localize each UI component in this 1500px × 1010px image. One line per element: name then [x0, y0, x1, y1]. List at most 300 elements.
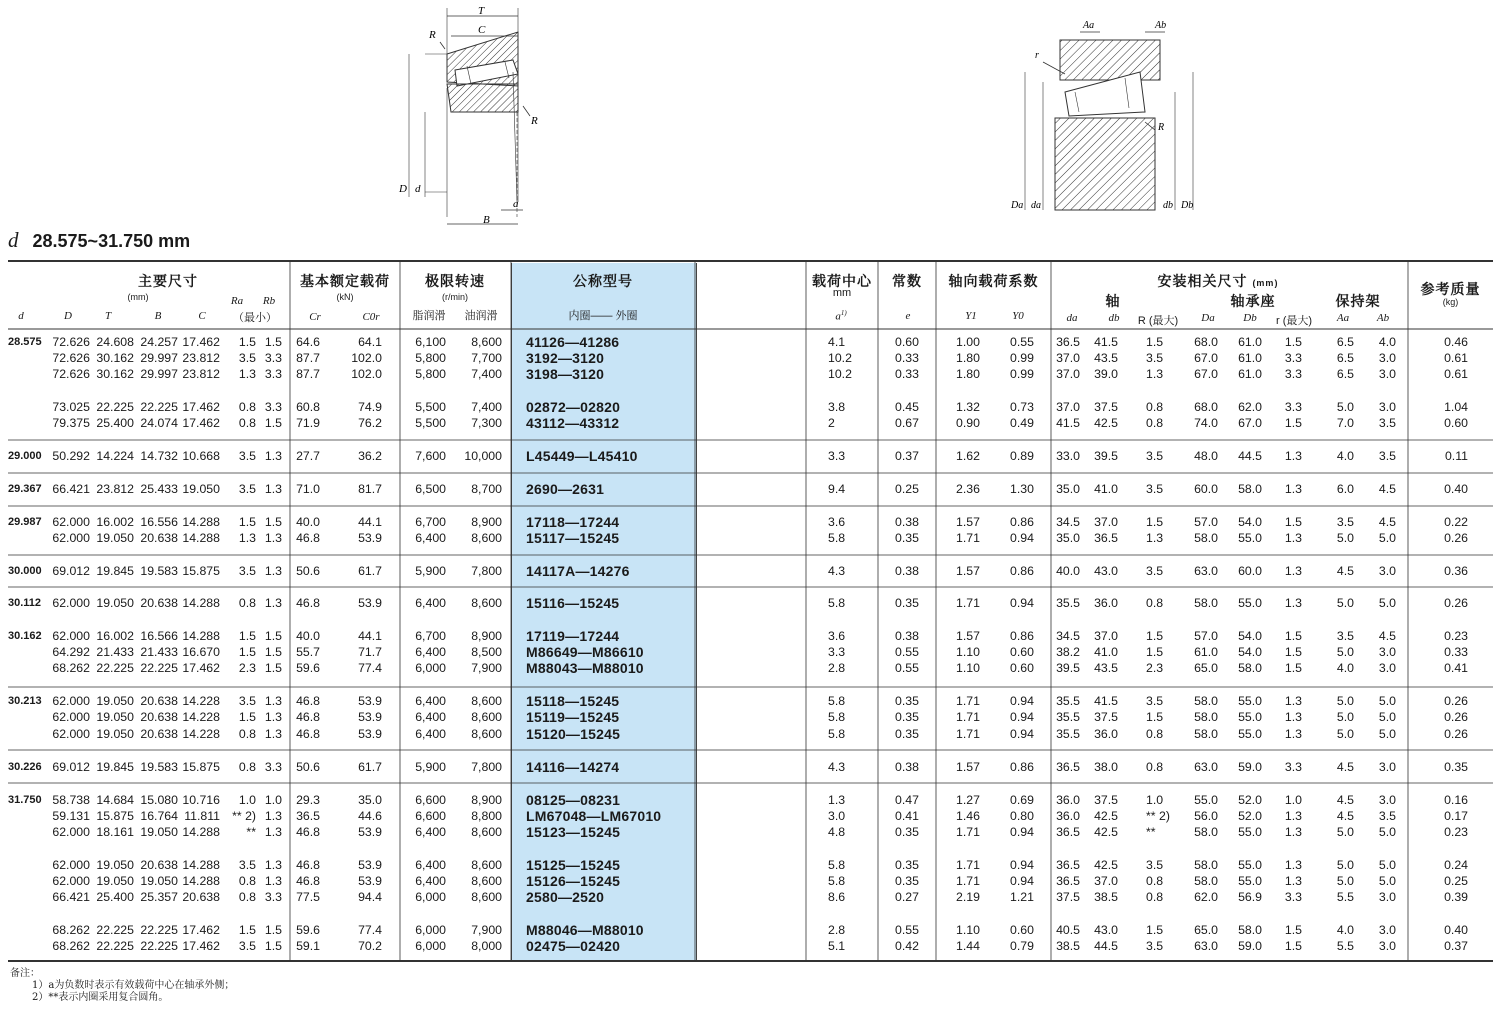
cell-e: 0.67 [895, 416, 919, 430]
cell-grease: 6,000 [415, 939, 446, 953]
cell-aa: 4.0 [1336, 923, 1354, 937]
header-load-center: 载荷中心 [812, 273, 872, 289]
range-value: 28.575~31.750 mm [32, 231, 191, 251]
cell-c: 17.462 [182, 335, 220, 349]
table-row [8, 693, 1493, 709]
cell-ra: 3.5 [238, 449, 256, 463]
cell-y0: 0.94 [1010, 874, 1034, 888]
cell-c0r: 77.4 [358, 661, 382, 675]
cell-c0r: 70.2 [358, 939, 382, 953]
cell-d: 62.000 [52, 629, 90, 643]
cell-d: 68.262 [52, 661, 90, 675]
cell-y0: 0.49 [1010, 416, 1034, 430]
cell-c0r: 53.9 [358, 531, 382, 545]
cell-da: 48.0 [1194, 449, 1218, 463]
cell-db: 38.5 [1094, 890, 1118, 904]
cell-r: 1.3 [1284, 564, 1302, 578]
cell-db: 42.5 [1094, 858, 1118, 872]
cell-cr: 77.5 [296, 890, 320, 904]
label-Ab: Ab [1155, 20, 1167, 31]
cell-model: 14116—14274 [526, 759, 620, 775]
cell-model: 15117—15245 [526, 530, 620, 546]
table-row [8, 808, 1493, 824]
cell-rb: 3.3 [264, 760, 282, 774]
header-mounting: 安装相关尺寸 (mm) [1157, 273, 1279, 289]
cell-c0r: 71.7 [358, 645, 382, 659]
cell-r: ** [1146, 825, 1156, 839]
cell-d: 66.421 [52, 890, 90, 904]
d-symbol: d [8, 228, 19, 252]
cell-e: 0.35 [895, 858, 919, 872]
cell-c: 15.875 [182, 760, 220, 774]
cell-r: 3.5 [1146, 564, 1164, 578]
cell-da: 68.0 [1194, 400, 1218, 414]
cell-b: 16.556 [140, 515, 178, 529]
cell-t: 24.608 [96, 335, 134, 349]
cell-b: 15.080 [140, 793, 178, 807]
cell-t: 18.161 [96, 825, 134, 839]
cell-db: 55.0 [1238, 710, 1262, 724]
cell-grease: 6,700 [415, 629, 446, 643]
cell-aa: 4.5 [1336, 809, 1354, 823]
cell-grease: 5,500 [415, 416, 446, 430]
label-a: a [513, 198, 519, 210]
cell-b: 22.225 [140, 939, 178, 953]
cell-da: 40.5 [1056, 923, 1080, 937]
header-Y1: Y1 [965, 310, 977, 322]
cell-cr: 59.1 [296, 939, 320, 953]
cell-d: 72.626 [52, 367, 90, 381]
cell-ra: 1.5 [238, 923, 256, 937]
cell-a: 3.6 [828, 629, 846, 643]
cell-r: 1.3 [1284, 727, 1302, 741]
cell-ra: 1.5 [238, 710, 256, 724]
cell-rb: 1.3 [264, 809, 282, 823]
cell-db: 38.0 [1094, 760, 1118, 774]
cell-b: 22.225 [140, 400, 178, 414]
cell-r: 1.3 [1284, 694, 1302, 708]
cell-model: M88046—M88010 [526, 922, 644, 938]
table-row [8, 415, 1493, 431]
cell-d: 69.012 [52, 564, 90, 578]
header-r-max: r (最大) [1275, 315, 1313, 327]
cell-e: 0.35 [895, 874, 919, 888]
table-row [8, 873, 1493, 889]
cell-da: 36.5 [1056, 760, 1080, 774]
cell-d: 30.226 [8, 761, 42, 773]
cell-y0: 0.73 [1010, 400, 1034, 414]
cell-kg: 0.26 [1444, 727, 1468, 741]
cell-model: L45449—L45410 [526, 448, 638, 464]
cell-d: 62.000 [52, 825, 90, 839]
cell-cr: 46.8 [296, 874, 320, 888]
cell-da: 36.0 [1056, 809, 1080, 823]
cell-grease: 5,800 [415, 367, 446, 381]
cell-d: 68.262 [52, 923, 90, 937]
cell-a: 3.6 [828, 515, 846, 529]
label-r: r [1035, 50, 1039, 61]
cell-d: 30.213 [8, 695, 42, 707]
cell-t: 22.225 [96, 939, 134, 953]
table-row [8, 350, 1493, 366]
cell-t: 19.845 [96, 564, 134, 578]
cell-b: 14.732 [140, 449, 178, 463]
cell-y1: 2.19 [956, 890, 980, 904]
cell-d: 30.000 [8, 565, 42, 577]
cell-da: 37.0 [1056, 400, 1080, 414]
cell-e: 0.38 [895, 515, 919, 529]
cell-b: 22.225 [140, 923, 178, 937]
cell-ra: 3.5 [238, 939, 256, 953]
header-axial-factor: 轴向载荷系数 [948, 273, 1039, 289]
cell-kg: 0.22 [1444, 515, 1468, 529]
cell-r: 1.5 [1146, 515, 1164, 529]
cell-db: 52.0 [1238, 809, 1262, 823]
cell-r: 1.3 [1284, 858, 1302, 872]
cell-db: 39.5 [1094, 449, 1118, 463]
cell-db: 54.0 [1238, 645, 1262, 659]
cell-y1: 1.46 [956, 809, 980, 823]
cell-cr: 40.0 [296, 515, 320, 529]
cell-da: 36.5 [1056, 335, 1080, 349]
cell-aa: 5.0 [1336, 531, 1354, 545]
cell-r: 3.3 [1284, 890, 1302, 904]
cell-d: 62.000 [52, 727, 90, 741]
cell-ra: 3.5 [238, 482, 256, 496]
cell-r: 1.5 [1284, 335, 1302, 349]
cell-y0: 0.99 [1010, 367, 1034, 381]
cell-r: 1.3 [1284, 449, 1302, 463]
cell-oil: 7,900 [471, 923, 502, 937]
cell-oil: 8,000 [471, 939, 502, 953]
cell-r: 0.8 [1146, 874, 1164, 888]
table-row [8, 514, 1493, 530]
mounting-figure [1005, 12, 1205, 217]
cell-c: 16.670 [182, 645, 220, 659]
cell-oil: 8,600 [471, 710, 502, 724]
cell-rb: 1.3 [264, 694, 282, 708]
cell-cr: 59.6 [296, 661, 320, 675]
cell-grease: 6,000 [415, 923, 446, 937]
cell-ra: 0.8 [238, 596, 256, 610]
cell-aa: 5.0 [1336, 858, 1354, 872]
cell-da: 58.0 [1194, 596, 1218, 610]
cell-b: 24.257 [140, 335, 178, 349]
note-1: 1）a为负数时表示有效载荷中心在轴承外侧； [32, 980, 235, 991]
cell-r: 3.5 [1146, 694, 1164, 708]
cell-aa: 3.5 [1336, 515, 1354, 529]
cell-y1: 1.57 [956, 760, 980, 774]
cell-c0r: 61.7 [358, 760, 382, 774]
cell-r: 1.3 [1284, 596, 1302, 610]
cell-e: 0.35 [895, 694, 919, 708]
cell-model: 43112—43312 [526, 415, 620, 431]
cell-c0r: 35.0 [358, 793, 382, 807]
cell-oil: 8,900 [471, 515, 502, 529]
cell-cr: 46.8 [296, 858, 320, 872]
cell-c: 14.288 [182, 874, 220, 888]
cell-kg: 0.26 [1444, 694, 1468, 708]
cell-kg: 0.11 [1444, 449, 1468, 463]
cell-y1: 1.71 [956, 531, 980, 545]
cell-grease: 6,700 [415, 515, 446, 529]
header-inner-outer: 内圈—— 外圈 [568, 310, 638, 322]
cell-t: 19.050 [96, 596, 134, 610]
cell-e: 0.37 [895, 449, 919, 463]
mounting-drawing [1005, 12, 1205, 217]
cell-oil: 8,600 [471, 596, 502, 610]
cell-kg: 0.37 [1444, 939, 1468, 953]
cell-kg: 0.41 [1444, 661, 1468, 675]
cell-da: 58.0 [1194, 825, 1218, 839]
label-da: da [1031, 200, 1041, 211]
cell-c0r: 64.1 [358, 335, 382, 349]
cell-ab: 4.0 [1378, 335, 1396, 349]
cell-aa: 4.5 [1336, 760, 1354, 774]
cell-r: 1.5 [1284, 645, 1302, 659]
cell-y0: 0.94 [1010, 825, 1034, 839]
cell-ra: 0.8 [238, 760, 256, 774]
cell-b: 19.583 [140, 760, 178, 774]
cell-aa: 4.0 [1336, 449, 1354, 463]
cell-model: 08125—08231 [526, 792, 621, 808]
cell-y0: 0.94 [1010, 531, 1034, 545]
cell-rb: 1.3 [264, 564, 282, 578]
cell-rb: 1.5 [264, 416, 282, 430]
cell-t: 16.002 [96, 629, 134, 643]
cell-b: 29.997 [140, 351, 178, 365]
cell-db: 42.5 [1094, 416, 1118, 430]
cell-t: 14.224 [96, 449, 134, 463]
cell-y0: 0.89 [1010, 449, 1034, 463]
cell-ra: 3.5 [238, 564, 256, 578]
cell-da: 36.5 [1056, 825, 1080, 839]
cell-e: 0.35 [895, 710, 919, 724]
cell-cr: 50.6 [296, 564, 320, 578]
cell-r: 3.5 [1146, 351, 1164, 365]
cell-db: 43.5 [1094, 661, 1118, 675]
cell-da: 63.0 [1194, 939, 1218, 953]
header-db: db [1108, 312, 1120, 324]
table-row [8, 595, 1493, 611]
cell-rb: 1.5 [264, 335, 282, 349]
cell-db: 36.5 [1094, 531, 1118, 545]
cell-grease: 5,800 [415, 351, 446, 365]
cell-y1: 1.71 [956, 694, 980, 708]
header-R-max: R (最大) [1137, 315, 1179, 327]
cell-ra: 1.5 [238, 645, 256, 659]
header-Aa: Aa [1336, 312, 1350, 324]
cell-db: 44.5 [1094, 939, 1118, 953]
cell-r: 0.8 [1146, 596, 1164, 610]
notes-title: 备注： [10, 968, 40, 979]
cell-grease: 6,500 [415, 482, 446, 496]
cell-e: 0.42 [895, 939, 919, 953]
cell-c: 19.050 [182, 482, 220, 496]
cell-t: 19.050 [96, 874, 134, 888]
cell-grease: 7,600 [415, 449, 446, 463]
cell-y1: 1.71 [956, 710, 980, 724]
cell-oil: 8,600 [471, 727, 502, 741]
cell-b: 20.638 [140, 596, 178, 610]
cell-db: 43.0 [1094, 923, 1118, 937]
cell-db: 37.5 [1094, 793, 1118, 807]
cell-aa: 5.0 [1336, 727, 1354, 741]
cell-ab: 5.0 [1378, 874, 1396, 888]
cell-da: 63.0 [1194, 760, 1218, 774]
cell-c: 17.462 [182, 923, 220, 937]
header-main-dims: 主要尺寸 [138, 273, 198, 289]
cell-ra: 1.0 [238, 793, 256, 807]
cell-db: 54.0 [1238, 629, 1262, 643]
cell-aa: 4.5 [1336, 564, 1354, 578]
cell-db: 55.0 [1238, 694, 1262, 708]
cell-t: 19.050 [96, 710, 134, 724]
cell-db: 56.9 [1238, 890, 1262, 904]
cell-kg: 0.24 [1444, 858, 1468, 872]
cell-oil: 8,600 [471, 335, 502, 349]
cell-model: 41126—41286 [526, 334, 620, 350]
cell-cr: 27.7 [296, 449, 320, 463]
label-B: B [483, 214, 490, 226]
cell-aa: 5.0 [1336, 710, 1354, 724]
header-load-rating: 基本额定载荷 [300, 273, 390, 289]
cell-kg: 0.26 [1444, 596, 1468, 610]
cell-da: 67.0 [1194, 367, 1218, 381]
cell-rb: 1.3 [264, 710, 282, 724]
cell-t: 16.002 [96, 515, 134, 529]
cell-da: 35.0 [1056, 482, 1080, 496]
cell-r: 3.5 [1146, 858, 1164, 872]
cell-db: 54.0 [1238, 515, 1262, 529]
cell-a: 5.8 [828, 858, 846, 872]
cell-db: 55.0 [1238, 531, 1262, 545]
cell-r: 3.3 [1284, 400, 1302, 414]
cell-aa: 5.0 [1336, 596, 1354, 610]
cell-r: 3.3 [1284, 367, 1302, 381]
table-row [8, 399, 1493, 415]
cell-r: 0.8 [1146, 727, 1164, 741]
cell-da: 37.5 [1056, 890, 1080, 904]
header-C0r: C0r [362, 311, 380, 323]
cell-r: 1.3 [1146, 367, 1164, 381]
cell-model: 15126—15245 [526, 873, 621, 889]
cell-c: 14.288 [182, 515, 220, 529]
cell-cr: 46.8 [296, 531, 320, 545]
cell-d: 64.292 [52, 645, 90, 659]
table-row [8, 938, 1493, 954]
cell-y0: 0.94 [1010, 727, 1034, 741]
table-row [8, 644, 1493, 660]
header-shaft: 轴 [1105, 293, 1121, 309]
cell-ab: 3.0 [1378, 890, 1396, 904]
cell-a: 3.8 [828, 400, 846, 414]
cell-c: 17.462 [182, 400, 220, 414]
table-row [8, 726, 1493, 742]
cell-t: 22.225 [96, 923, 134, 937]
cell-grease: 6,100 [415, 335, 446, 349]
cell-model: LM67048—LM67010 [526, 808, 662, 824]
cell-kg: 0.35 [1444, 760, 1468, 774]
cell-r: 2.3 [1146, 661, 1164, 675]
cell-a: 5.8 [828, 874, 846, 888]
label-R-bottom: R [531, 115, 538, 127]
cell-r: 1.3 [1284, 482, 1302, 496]
cell-d: 72.626 [52, 335, 90, 349]
cell-oil: 8,600 [471, 874, 502, 888]
cell-a: 2.8 [828, 661, 846, 675]
cell-db: 43.5 [1094, 351, 1118, 365]
label-R: R [1158, 122, 1165, 133]
table-row [8, 889, 1493, 905]
cell-da: 37.0 [1056, 367, 1080, 381]
cell-grease: 5,900 [415, 564, 446, 578]
cell-model: 3198—3120 [526, 366, 605, 382]
cell-db: 58.0 [1238, 661, 1262, 675]
cell-c0r: 44.1 [358, 629, 382, 643]
header-Db: Db [1243, 312, 1257, 324]
cell-grease: 6,400 [415, 858, 446, 872]
cell-c0r: 76.2 [358, 416, 382, 430]
cell-y0: 0.60 [1010, 645, 1034, 659]
cell-d: 30.162 [8, 630, 42, 642]
cell-r: 1.5 [1146, 923, 1164, 937]
cell-e: 0.55 [895, 923, 919, 937]
cell-y1: 1.57 [956, 515, 980, 529]
cell-ra: ** [246, 825, 256, 839]
cell-y0: 0.60 [1010, 661, 1034, 675]
cell-grease: 6,400 [415, 531, 446, 545]
cell-c: 17.462 [182, 661, 220, 675]
cell-oil: 8,700 [471, 482, 502, 496]
cell-model: 3192—3120 [526, 350, 605, 366]
cell-db: 43.0 [1094, 564, 1118, 578]
cell-y1: 1.71 [956, 858, 980, 872]
cell-ra: 0.8 [238, 727, 256, 741]
cell-rb: 1.5 [264, 629, 282, 643]
cell-b: 24.074 [140, 416, 178, 430]
cell-c: 11.811 [184, 809, 220, 823]
cell-b: 20.638 [140, 694, 178, 708]
cell-d: 62.000 [52, 531, 90, 545]
range-title [8, 228, 190, 253]
cell-c: 14.288 [182, 858, 220, 872]
header-C: C [198, 310, 206, 322]
cell-da: 58.0 [1194, 858, 1218, 872]
cell-e: 0.55 [895, 645, 919, 659]
cell-y1: 1.71 [956, 727, 980, 741]
cell-r: 1.5 [1146, 645, 1164, 659]
cell-cr: 46.8 [296, 727, 320, 741]
cell-ab: 5.0 [1378, 710, 1396, 724]
cell-a: 5.8 [828, 596, 846, 610]
cell-db: 41.5 [1094, 335, 1118, 349]
header-speed-limit: 极限转速 [425, 273, 485, 289]
cell-grease: 6,400 [415, 727, 446, 741]
header-cage: 保持架 [1335, 293, 1381, 309]
cell-db: 39.0 [1094, 367, 1118, 381]
cell-db: 36.0 [1094, 596, 1118, 610]
cell-y1: 1.71 [956, 596, 980, 610]
cell-r: 1.5 [1284, 923, 1302, 937]
cell-r: 3.5 [1146, 939, 1164, 953]
cell-aa: 5.0 [1336, 825, 1354, 839]
cell-da: 65.0 [1194, 923, 1218, 937]
cell-y0: 0.86 [1010, 515, 1034, 529]
cell-kg: 1.04 [1444, 400, 1468, 414]
cell-ab: 3.0 [1378, 793, 1396, 807]
header-housing: 轴承座 [1230, 293, 1276, 309]
